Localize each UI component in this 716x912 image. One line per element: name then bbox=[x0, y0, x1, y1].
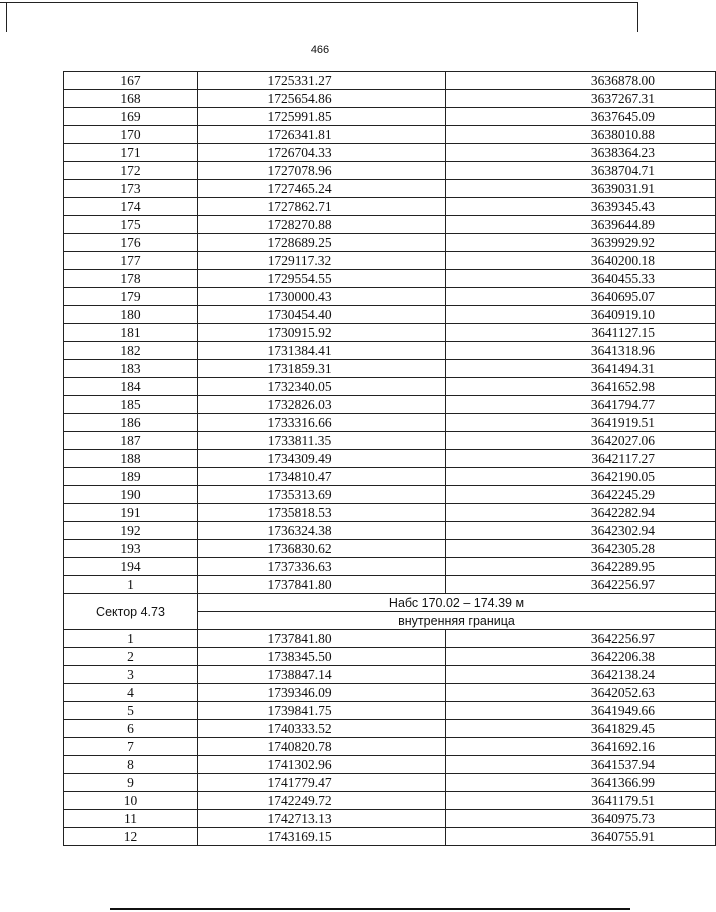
point-number-cell: 189 bbox=[64, 468, 198, 486]
point-number-cell: 183 bbox=[64, 360, 198, 378]
y-coordinate-cell: 3640975.73 bbox=[446, 810, 716, 828]
table-row bbox=[64, 324, 716, 342]
y-coordinate-cell: 3641494.31 bbox=[446, 360, 716, 378]
y-coordinate-cell: 3639031.91 bbox=[446, 180, 716, 198]
table-row bbox=[64, 648, 716, 666]
x-coordinate-cell: 1742713.13 bbox=[198, 810, 446, 828]
x-coordinate-cell: 1737841.80 bbox=[198, 630, 446, 648]
y-coordinate-cell: 3640919.10 bbox=[446, 306, 716, 324]
point-number-cell: 177 bbox=[64, 252, 198, 270]
point-number-cell: 182 bbox=[64, 342, 198, 360]
y-coordinate-cell: 3642302.94 bbox=[446, 522, 716, 540]
y-coordinate-cell: 3642190.05 bbox=[446, 468, 716, 486]
y-coordinate-cell: 3641318.96 bbox=[446, 342, 716, 360]
table-row bbox=[64, 828, 716, 846]
y-coordinate-cell: 3642256.97 bbox=[446, 630, 716, 648]
point-number-cell: 175 bbox=[64, 216, 198, 234]
y-coordinate-cell: 3636878.00 bbox=[446, 72, 716, 90]
sector-label: Сектор 4.73 bbox=[64, 594, 198, 630]
point-number-cell: 9 bbox=[64, 774, 198, 792]
table-row bbox=[64, 270, 716, 288]
x-coordinate-cell: 1735313.69 bbox=[198, 486, 446, 504]
y-coordinate-cell: 3640695.07 bbox=[446, 288, 716, 306]
point-number-cell: 2 bbox=[64, 648, 198, 666]
y-coordinate-cell: 3641537.94 bbox=[446, 756, 716, 774]
point-number-cell: 167 bbox=[64, 72, 198, 90]
y-coordinate-cell: 3642256.97 bbox=[446, 576, 716, 594]
table-row bbox=[64, 108, 716, 126]
x-coordinate-cell: 1739346.09 bbox=[198, 684, 446, 702]
y-coordinate-cell: 3641179.51 bbox=[446, 792, 716, 810]
x-coordinate-cell: 1731859.31 bbox=[198, 360, 446, 378]
x-coordinate-cell: 1731384.41 bbox=[198, 342, 446, 360]
table-row bbox=[64, 342, 716, 360]
point-number-cell: 190 bbox=[64, 486, 198, 504]
y-coordinate-cell: 3638704.71 bbox=[446, 162, 716, 180]
x-coordinate-cell: 1733811.35 bbox=[198, 432, 446, 450]
table-row bbox=[64, 738, 716, 756]
x-coordinate-cell: 1732340.05 bbox=[198, 378, 446, 396]
x-coordinate-cell: 1732826.03 bbox=[198, 396, 446, 414]
y-coordinate-cell: 3638364.23 bbox=[446, 144, 716, 162]
table-row bbox=[64, 486, 716, 504]
point-number-cell: 11 bbox=[64, 810, 198, 828]
point-number-cell: 179 bbox=[64, 288, 198, 306]
table-row bbox=[64, 198, 716, 216]
table-row bbox=[64, 180, 716, 198]
y-coordinate-cell: 3642289.95 bbox=[446, 558, 716, 576]
point-number-cell: 180 bbox=[64, 306, 198, 324]
table-row bbox=[64, 774, 716, 792]
scan-border-left bbox=[6, 2, 7, 32]
y-coordinate-cell: 3637267.31 bbox=[446, 90, 716, 108]
table-row bbox=[64, 234, 716, 252]
x-coordinate-cell: 1734309.49 bbox=[198, 450, 446, 468]
table-row bbox=[64, 360, 716, 378]
x-coordinate-cell: 1740820.78 bbox=[198, 738, 446, 756]
boundary-label: внутренняя граница bbox=[198, 612, 716, 630]
x-coordinate-cell: 1738345.50 bbox=[198, 648, 446, 666]
point-number-cell: 188 bbox=[64, 450, 198, 468]
table-row bbox=[64, 414, 716, 432]
point-number-cell: 168 bbox=[64, 90, 198, 108]
point-number-cell: 170 bbox=[64, 126, 198, 144]
x-coordinate-cell: 1742249.72 bbox=[198, 792, 446, 810]
point-number-cell: 181 bbox=[64, 324, 198, 342]
table-row bbox=[64, 576, 716, 594]
y-coordinate-cell: 3641919.51 bbox=[446, 414, 716, 432]
height-range-label: Набс 170.02 – 174.39 м bbox=[198, 594, 716, 612]
point-number-cell: 172 bbox=[64, 162, 198, 180]
scan-border-right bbox=[637, 2, 638, 32]
x-coordinate-cell: 1743169.15 bbox=[198, 828, 446, 846]
point-number-cell: 4 bbox=[64, 684, 198, 702]
x-coordinate-cell: 1730915.92 bbox=[198, 324, 446, 342]
y-coordinate-cell: 3641366.99 bbox=[446, 774, 716, 792]
x-coordinate-cell: 1736324.38 bbox=[198, 522, 446, 540]
point-number-cell: 178 bbox=[64, 270, 198, 288]
point-number-cell: 192 bbox=[64, 522, 198, 540]
point-number-cell: 3 bbox=[64, 666, 198, 684]
table-row bbox=[64, 396, 716, 414]
point-number-cell: 1 bbox=[64, 576, 198, 594]
point-number-cell: 191 bbox=[64, 504, 198, 522]
table-row bbox=[64, 666, 716, 684]
y-coordinate-cell: 3641127.15 bbox=[446, 324, 716, 342]
x-coordinate-cell: 1735818.53 bbox=[198, 504, 446, 522]
y-coordinate-cell: 3641949.66 bbox=[446, 702, 716, 720]
table-row bbox=[64, 288, 716, 306]
x-coordinate-cell: 1739841.75 bbox=[198, 702, 446, 720]
y-coordinate-cell: 3642305.28 bbox=[446, 540, 716, 558]
table-row bbox=[64, 540, 716, 558]
point-number-cell: 8 bbox=[64, 756, 198, 774]
point-number-cell: 169 bbox=[64, 108, 198, 126]
y-coordinate-cell: 3641829.45 bbox=[446, 720, 716, 738]
point-number-cell: 176 bbox=[64, 234, 198, 252]
x-coordinate-cell: 1729554.55 bbox=[198, 270, 446, 288]
point-number-cell: 5 bbox=[64, 702, 198, 720]
table-row bbox=[64, 810, 716, 828]
point-number-cell: 10 bbox=[64, 792, 198, 810]
x-coordinate-cell: 1741302.96 bbox=[198, 756, 446, 774]
x-coordinate-cell: 1740333.52 bbox=[198, 720, 446, 738]
table-row bbox=[64, 468, 716, 486]
x-coordinate-cell: 1726341.81 bbox=[198, 126, 446, 144]
table-row bbox=[64, 216, 716, 234]
table-row bbox=[64, 792, 716, 810]
table-row bbox=[64, 522, 716, 540]
table-row bbox=[64, 756, 716, 774]
x-coordinate-cell: 1729117.32 bbox=[198, 252, 446, 270]
point-number-cell: 187 bbox=[64, 432, 198, 450]
table-row bbox=[64, 432, 716, 450]
x-coordinate-cell: 1737841.80 bbox=[198, 576, 446, 594]
scan-border-bottom bbox=[110, 908, 630, 910]
y-coordinate-cell: 3642282.94 bbox=[446, 504, 716, 522]
table-row bbox=[64, 252, 716, 270]
point-number-cell: 184 bbox=[64, 378, 198, 396]
x-coordinate-cell: 1727465.24 bbox=[198, 180, 446, 198]
scan-border-top bbox=[0, 2, 638, 3]
point-number-cell: 12 bbox=[64, 828, 198, 846]
table-row bbox=[64, 126, 716, 144]
point-number-cell: 171 bbox=[64, 144, 198, 162]
table-row bbox=[64, 306, 716, 324]
point-number-cell: 186 bbox=[64, 414, 198, 432]
y-coordinate-cell: 3642027.06 bbox=[446, 432, 716, 450]
point-number-cell: 173 bbox=[64, 180, 198, 198]
table-row bbox=[64, 378, 716, 396]
point-number-cell: 185 bbox=[64, 396, 198, 414]
page-number: 466 bbox=[310, 44, 330, 56]
y-coordinate-cell: 3637645.09 bbox=[446, 108, 716, 126]
point-number-cell: 7 bbox=[64, 738, 198, 756]
y-coordinate-cell: 3641692.16 bbox=[446, 738, 716, 756]
table-row bbox=[64, 630, 716, 648]
point-number-cell: 194 bbox=[64, 558, 198, 576]
table-row bbox=[64, 720, 716, 738]
x-coordinate-cell: 1738847.14 bbox=[198, 666, 446, 684]
y-coordinate-cell: 3640755.91 bbox=[446, 828, 716, 846]
y-coordinate-cell: 3639929.92 bbox=[446, 234, 716, 252]
x-coordinate-cell: 1730454.40 bbox=[198, 306, 446, 324]
x-coordinate-cell: 1725331.27 bbox=[198, 72, 446, 90]
x-coordinate-cell: 1726704.33 bbox=[198, 144, 446, 162]
table-row bbox=[64, 162, 716, 180]
x-coordinate-cell: 1736830.62 bbox=[198, 540, 446, 558]
y-coordinate-cell: 3640455.33 bbox=[446, 270, 716, 288]
table-row bbox=[64, 90, 716, 108]
table-row bbox=[64, 450, 716, 468]
table-row bbox=[64, 684, 716, 702]
x-coordinate-cell: 1734810.47 bbox=[198, 468, 446, 486]
sector-header-row bbox=[64, 594, 716, 612]
y-coordinate-cell: 3639644.89 bbox=[446, 216, 716, 234]
y-coordinate-cell: 3642052.63 bbox=[446, 684, 716, 702]
table-row bbox=[64, 504, 716, 522]
table-row bbox=[64, 702, 716, 720]
y-coordinate-cell: 3640200.18 bbox=[446, 252, 716, 270]
table-row bbox=[64, 72, 716, 90]
x-coordinate-cell: 1725654.86 bbox=[198, 90, 446, 108]
x-coordinate-cell: 1727078.96 bbox=[198, 162, 446, 180]
y-coordinate-cell: 3642206.38 bbox=[446, 648, 716, 666]
point-number-cell: 6 bbox=[64, 720, 198, 738]
y-coordinate-cell: 3642245.29 bbox=[446, 486, 716, 504]
point-number-cell: 193 bbox=[64, 540, 198, 558]
y-coordinate-cell: 3638010.88 bbox=[446, 126, 716, 144]
y-coordinate-cell: 3639345.43 bbox=[446, 198, 716, 216]
point-number-cell: 1 bbox=[64, 630, 198, 648]
x-coordinate-cell: 1728270.88 bbox=[198, 216, 446, 234]
y-coordinate-cell: 3641794.77 bbox=[446, 396, 716, 414]
x-coordinate-cell: 1725991.85 bbox=[198, 108, 446, 126]
x-coordinate-cell: 1727862.71 bbox=[198, 198, 446, 216]
y-coordinate-cell: 3641652.98 bbox=[446, 378, 716, 396]
y-coordinate-cell: 3642138.24 bbox=[446, 666, 716, 684]
coordinates-table bbox=[63, 71, 716, 846]
x-coordinate-cell: 1728689.25 bbox=[198, 234, 446, 252]
x-coordinate-cell: 1741779.47 bbox=[198, 774, 446, 792]
x-coordinate-cell: 1737336.63 bbox=[198, 558, 446, 576]
x-coordinate-cell: 1733316.66 bbox=[198, 414, 446, 432]
point-number-cell: 174 bbox=[64, 198, 198, 216]
y-coordinate-cell: 3642117.27 bbox=[446, 450, 716, 468]
table-row bbox=[64, 144, 716, 162]
table-row bbox=[64, 558, 716, 576]
x-coordinate-cell: 1730000.43 bbox=[198, 288, 446, 306]
